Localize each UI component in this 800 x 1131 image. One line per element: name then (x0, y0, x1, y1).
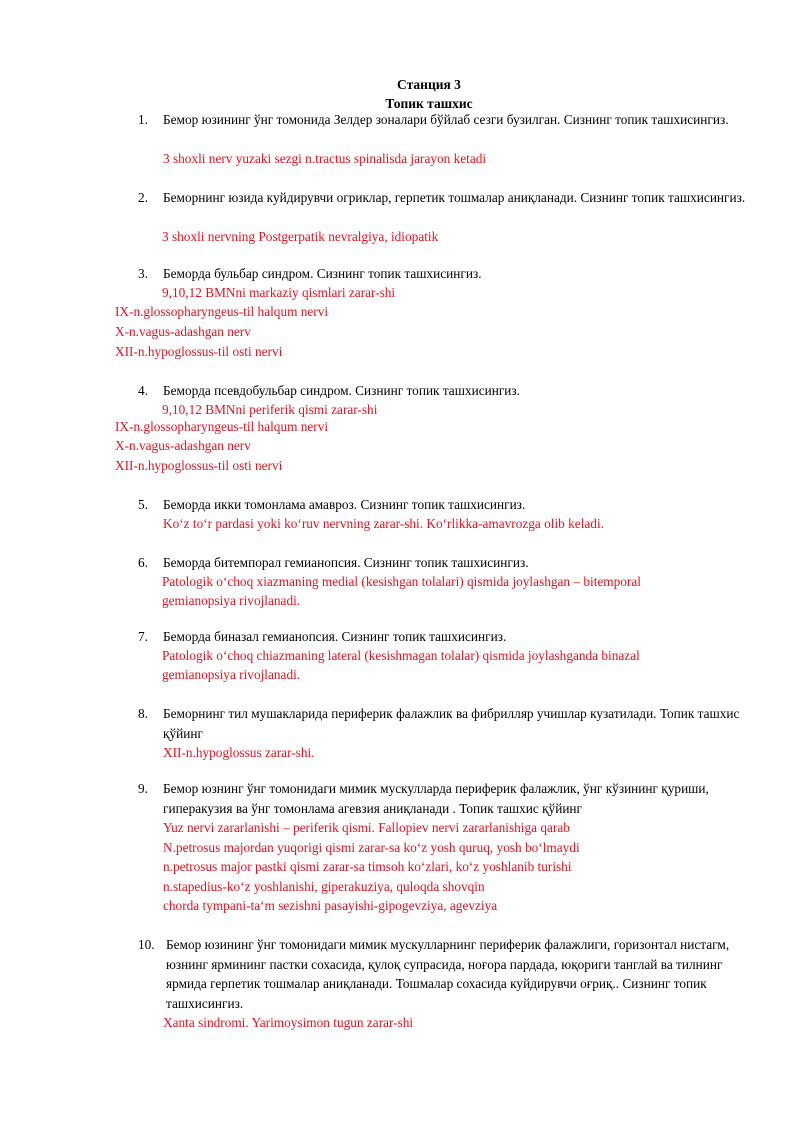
answer-line: XII-n.hypoglossus-til osti nervi (115, 344, 283, 359)
answer-line: chorda tympani-taʻm sezishni pasayishi-gipogevziya, agevziya (163, 898, 498, 913)
answer-line: 9,10,12 BMNni periferik qismi zarar-shi (162, 402, 378, 417)
answer-line: n.petrosus major pastki qismi zarar-sa timsoh koʻzlari, koʻz yoshlanib turishi (163, 859, 572, 874)
answer-line: N.petrosus majordan yuqorigi qismi zarar-sa koʻz yosh quruq, yosh boʻlmaydi (163, 840, 580, 855)
item-number: 7. (138, 629, 148, 644)
question-text: Беморда икки томонлама амавроз. Сизнинг топик ташхисингиз. (163, 497, 526, 512)
question-text: Беморнинг тил мушакларида периферик фалажлик ва фибрилляр учишлар кузатилади. Топик ташхис қўйинг (163, 706, 740, 741)
answer-line: IX-n.glossopharyngeus-til halqum nervi (115, 304, 329, 319)
answer-line: XII-n.hypoglossus zarar-shi. (163, 745, 315, 760)
question-text: Беморнинг юзида куйдирувчи огриклар, герпетик тошмалар аниқланади. Сизнинг топик ташхисингиз. (163, 190, 746, 205)
item-number: 5. (138, 497, 148, 512)
question-text: Беморда псевдобульбар синдром. Сизнинг топик ташхисингиз. (163, 383, 520, 398)
answer-line: Patologik oʻchoq xiazmaning medial (kesishgan tolalari) qismida joylashgan – bitemporal (162, 574, 641, 589)
page-subtitle: Топик ташхис (385, 96, 473, 111)
item-number: 6. (138, 555, 148, 570)
answer-line: XII-n.hypoglossus-til osti nervi (115, 458, 283, 473)
answer-line: Xanta sindromi. Yarimoysimon tugun zarar-shi (163, 1015, 414, 1030)
item-number: 9. (138, 781, 148, 796)
item-number: 10. (138, 937, 155, 952)
item-number: 3. (138, 266, 148, 281)
answer-line: 9,10,12 BMNni markaziy qismlari zarar-shi (162, 285, 396, 300)
page-title: Станция 3 (397, 77, 461, 92)
answer-line: gemianopsiya rivojlanadi. (162, 593, 301, 608)
answer-line: X-n.vagus-adashgan nerv (115, 438, 251, 453)
answer-line: IX-n.glossopharyngeus-til halqum nervi (115, 419, 329, 434)
answer-line: n.stapedius-koʻz yoshlanishi, giperakuziya, quloqda shovqin (163, 879, 485, 894)
item-number: 1. (138, 112, 148, 127)
question-text: Беморда битемпорал гемианопсия. Сизнинг топик ташхисингиз. (163, 555, 529, 570)
answer-line: Koʻz toʻr pardasi yoki koʻruv nervning zarar-shi. Koʻrlikka-amavrozga olib keladi. (163, 516, 604, 531)
question-text: Бемор юзининг ўнг томонида Зелдер зоналари бўйлаб сезги бузилган. Сизнинг топик ташхисингиз. (163, 112, 729, 127)
answer-line: Yuz nervi zararlanishi – periferik qismi. Fallopiev nervi zararlanishiga qarab (163, 820, 570, 835)
question-text: Бемор юзнинг ўнг томонидаги мимик мускулларда периферик фалажлик, ўнг кўзининг қуриши, гиперакузия ва ўнг томонлама агевзия аниқланади . Топик ташхис қўйинг (163, 781, 709, 816)
question-text: Беморда бульбар синдром. Сизнинг топик ташхисингиз. (163, 266, 482, 281)
item-number: 4. (138, 383, 148, 398)
answer-line: 3 shoxli nervning Postgerpatik nevralgiya, idiopatik (162, 229, 439, 244)
question-text: Беморда биназал гемианопсия. Сизнинг топик ташхисингиз. (163, 629, 507, 644)
item-number: 2. (138, 190, 148, 205)
answer-line: 3 shoxli nerv yuzaki sezgi n.tractus spinalisda jarayon ketadi (163, 151, 487, 166)
answer-line: gemianopsiya rivojlanadi. (162, 667, 301, 682)
answer-line: X-n.vagus-adashgan nerv (115, 324, 251, 339)
item-number: 8. (138, 706, 148, 721)
question-text: Бемор юзининг ўнг томонидаги мимик мускулларнинг периферик фалажлиги, горизонтал нистагм, юзнинг ярмининг пастки сохасида, қулоқ супрасида, ноғора пардада, юқориги танглай ва тилнинг ярмида герпетик тошмалар аниқланади. Тошмалар сохасида куйдирувчи оғриқ.. Сизнинг топик ташхисингиз. (166, 937, 730, 1011)
answer-line: Patologik oʻchoq chiazmaning lateral (kesishmagan tolalar) qismida joylashganda binazal (162, 648, 640, 663)
